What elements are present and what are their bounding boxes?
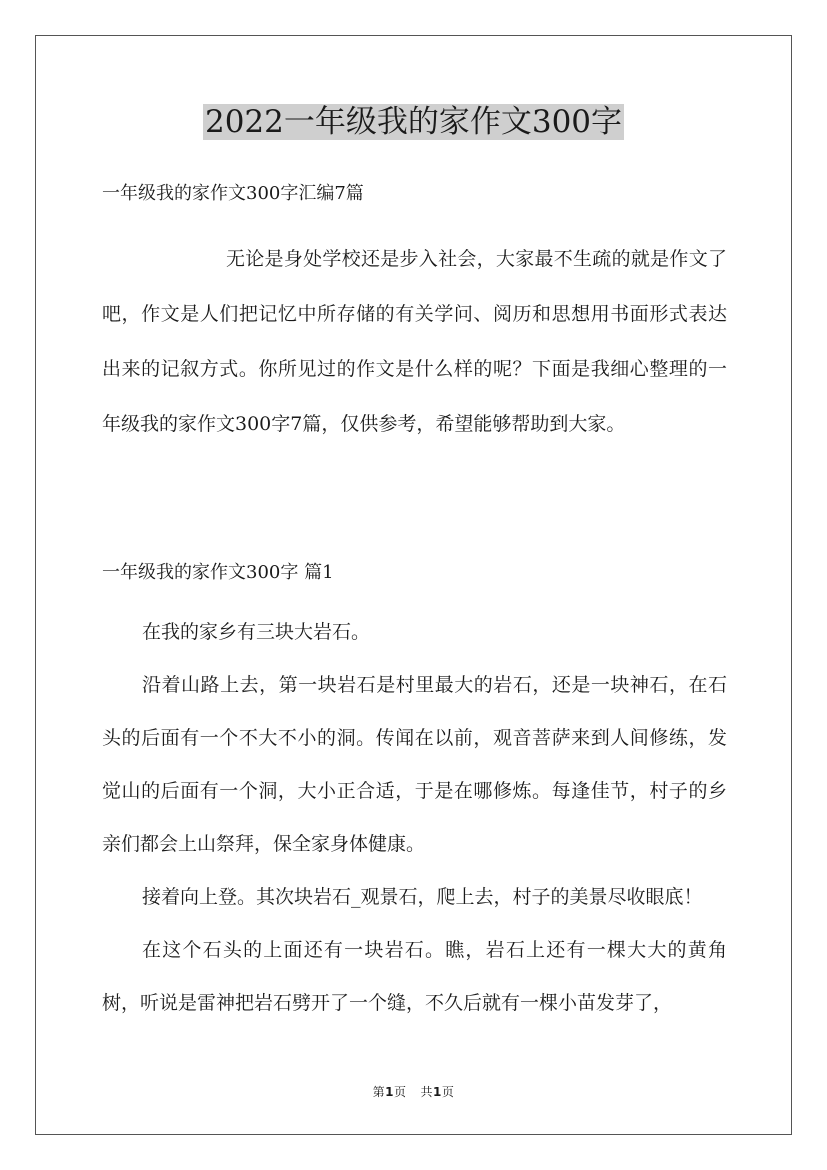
- body-paragraph: 在这个石头的上面还有一块岩石。瞧，岩石上还有一棵大大的黄角树，听说是雷神把岩石劈开了一个缝，不久后就有一棵小苗发芽了，: [102, 939, 727, 1014]
- total-suffix: 页: [441, 1085, 455, 1099]
- page-prefix: 第: [372, 1085, 386, 1099]
- document-title-text: 2022一年级我的家作文300字: [204, 104, 623, 140]
- page-suffix: 页: [393, 1085, 407, 1099]
- essay-body: [102, 606, 727, 1030]
- total-prefix: 共: [420, 1085, 434, 1099]
- page-footer: [0, 1083, 827, 1101]
- total-pages: 1: [433, 1085, 442, 1099]
- document-subtitle: 一年级我的家作文300字汇编7篇: [102, 183, 364, 204]
- page-number: 1: [385, 1085, 394, 1099]
- body-paragraph: 接着向上登。其次块岩石_观景石，爬上去，村子的美景尽收眼底！: [142, 886, 703, 908]
- document-title: [0, 100, 827, 144]
- body-paragraph: 沿着山路上去，第一块岩石是村里最大的岩石，还是一块神石，在石头的后面有一个不大不小的洞。传闻在以前，观音菩萨来到人间修练，发觉山的后面有一个洞，大小正合适，于是在哪修炼。每逢佳节，村子的乡亲们都会上山祭拜，保全家身体健康。: [102, 674, 727, 855]
- intro-paragraph: 无论是身处学校还是步入社会，大家最不生疏的就是作文了吧，作文是人们把记忆中所存储的有关学问、阅历和思想用书面形式表达出来的记叙方式。你所见过的作文是什么样的呢？下面是我细心整理的一年级我的家作文300字7篇，仅供参考，希望能够帮助到大家。: [102, 248, 727, 435]
- section-heading: 一年级我的家作文300字 篇1: [102, 562, 334, 583]
- body-paragraph: 在我的家乡有三块大岩石。: [142, 621, 371, 643]
